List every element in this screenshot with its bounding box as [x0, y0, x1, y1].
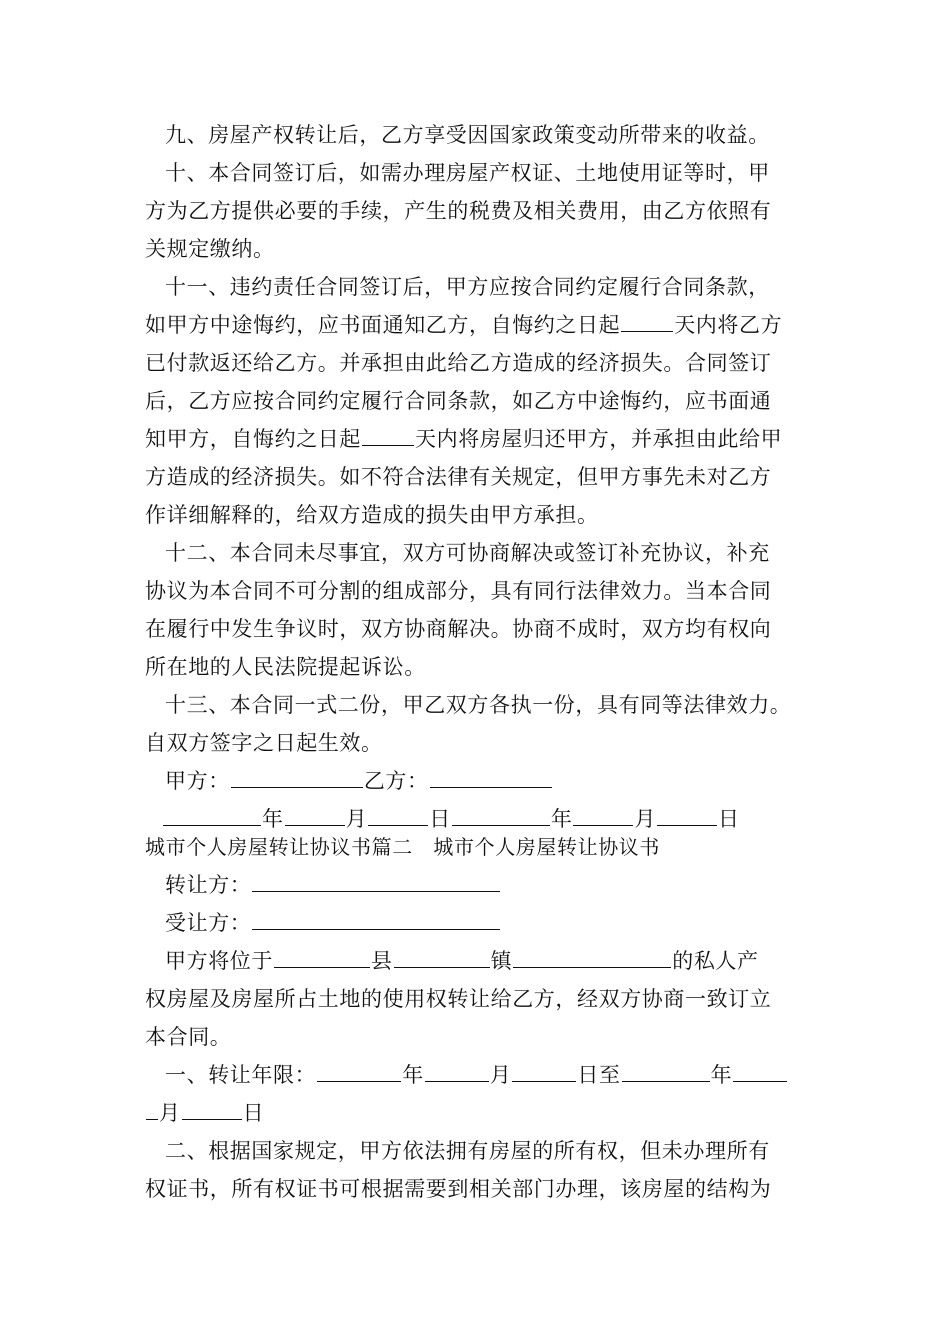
- clause-13-line-1: 十三、本合同一式二份，甲乙双方各执一份，具有同等法律效力。: [165, 693, 792, 717]
- clause-11-line-6: 方造成的经济损失。如不符合法律有关规定，但甲方事先未对乙方: [145, 465, 772, 489]
- term-label: 一、转让年限：: [165, 1063, 317, 1087]
- term-line-1: [165, 1056, 845, 1094]
- county-blank[interactable]: [274, 947, 370, 968]
- term-start-year-blank[interactable]: [317, 1061, 401, 1082]
- intro-line-1b: 的私人产: [672, 949, 759, 973]
- clause-2-line-1: 二、根据国家规定，甲方依法拥有房屋的所有权，但未办理所有: [165, 1139, 770, 1163]
- clause-11-line-2a: 如甲方中途悔约，应书面通知乙方，自悔约之日起: [145, 313, 621, 337]
- section-2-title: 城市个人房屋转让协议书篇二 城市个人房屋转让协议书: [145, 835, 660, 859]
- clause-11-line-5a: 知甲方，自悔约之日起: [145, 427, 361, 451]
- term-end-day-label: 日: [242, 1101, 265, 1125]
- term-year-label: 年: [402, 1063, 424, 1087]
- transferor-line: [165, 866, 845, 904]
- transferee-blank[interactable]: [252, 909, 500, 930]
- intro-line-1a: 甲方将位于: [165, 949, 273, 973]
- date-a-month-blank[interactable]: [285, 805, 345, 826]
- clause-10-line-3: 关规定缴纳。: [145, 237, 275, 261]
- term-day-to-label: 日至: [577, 1063, 621, 1087]
- clause-11-line-1: 十一、违约责任合同签订后，甲方应按合同约定履行合同条款，: [165, 275, 770, 299]
- term-end-month-label: 月: [159, 1101, 181, 1125]
- clause-9: 九、房屋产权转让后，乙方享受因国家政策变动所带来的收益。: [165, 123, 770, 147]
- party-b-blank[interactable]: [430, 767, 552, 788]
- date-b-month-blank[interactable]: [573, 805, 633, 826]
- date-a-year-blank[interactable]: [163, 805, 261, 826]
- signature-parties: [165, 762, 845, 800]
- clause-10-line-1: 十、本合同签订后，如需办理房屋产权证、土地使用证等时，甲: [165, 161, 770, 185]
- clause-12-line-1: 十二、本合同未尽事宜，双方可协商解决或签订补充协议，补充: [165, 541, 770, 565]
- clause-10-line-2: 方为乙方提供必要的手续，产生的税费及相关费用，由乙方依照有: [145, 199, 772, 223]
- term-start-day-blank[interactable]: [512, 1061, 576, 1082]
- date-a-day-blank[interactable]: [368, 805, 428, 826]
- date-b-day-label: 日: [718, 807, 740, 831]
- term-end-year-label: 年: [710, 1063, 733, 1087]
- transferee-line: [165, 904, 845, 942]
- date-b-year-blank[interactable]: [452, 805, 550, 826]
- clause-2-line-2: 权证书，所有权证书可根据需要到相关部门办理，该房屋的结构为: [145, 1177, 772, 1201]
- clause-12-line-4: 所在地的人民法院提起诉讼。: [145, 655, 426, 679]
- transferor-blank[interactable]: [252, 871, 500, 892]
- term-month-label: 月: [489, 1063, 512, 1087]
- clause-11-line-2b: 天内将乙方: [674, 313, 783, 337]
- term-end-month-blank-a[interactable]: [733, 1061, 787, 1082]
- clause-11-line-5b: 天内将房屋归还甲方，并承担由此给甲: [415, 427, 783, 451]
- town-label: 镇: [490, 949, 513, 973]
- party-a-label: 甲方：: [165, 769, 230, 793]
- address-blank[interactable]: [513, 947, 671, 968]
- party-a-blank[interactable]: [231, 767, 363, 788]
- party-b-label: 乙方：: [363, 769, 429, 793]
- term-end-month-blank-b[interactable]: [146, 1099, 158, 1120]
- term-end-day-blank[interactable]: [182, 1099, 242, 1120]
- clause-13-line-2: 自双方签字之日起生效。: [145, 731, 383, 755]
- clause-11-line-7: 作详细解释的，给双方造成的损失由甲方承担。: [145, 503, 599, 527]
- intro-line-3: 本合同。: [145, 1025, 232, 1049]
- intro-line-1: [165, 942, 845, 980]
- date-a-month-label: 月: [345, 807, 368, 831]
- transferor-label: 转让方：: [165, 873, 252, 897]
- clause-11-line-5: [145, 420, 825, 458]
- days-blank-2[interactable]: [362, 425, 414, 446]
- clause-12-line-3: 在履行中发生争议时，双方协商解决。协商不成时，双方均有权向: [145, 617, 772, 641]
- date-b-year-label: 年: [550, 807, 573, 831]
- transferee-label: 受让方：: [165, 911, 252, 935]
- term-end-year-blank[interactable]: [622, 1061, 710, 1082]
- county-label: 县: [371, 949, 393, 973]
- clause-11-line-4: 后，乙方应按合同约定履行合同条款，如乙方中途悔约，应书面通: [145, 389, 772, 413]
- clause-11-line-2: [145, 306, 825, 344]
- date-b-day-blank[interactable]: [657, 805, 717, 826]
- clause-12-line-2: 协议为本合同不可分割的组成部分，具有同行法律效力。当本合同: [145, 579, 772, 603]
- term-line-2: [145, 1094, 825, 1132]
- term-start-month-blank[interactable]: [425, 1061, 489, 1082]
- date-b-month-label: 月: [634, 807, 657, 831]
- date-a-day-label: 日: [429, 807, 451, 831]
- date-a-year-label: 年: [262, 807, 284, 831]
- town-blank[interactable]: [394, 947, 490, 968]
- intro-line-2: 权房屋及房屋所占土地的使用权转让给乙方，经双方协商一致订立: [145, 987, 772, 1011]
- days-blank-1[interactable]: [621, 311, 673, 332]
- clause-11-line-3: 已付款返还给乙方。并承担由此给乙方造成的经济损失。合同签订: [145, 351, 772, 375]
